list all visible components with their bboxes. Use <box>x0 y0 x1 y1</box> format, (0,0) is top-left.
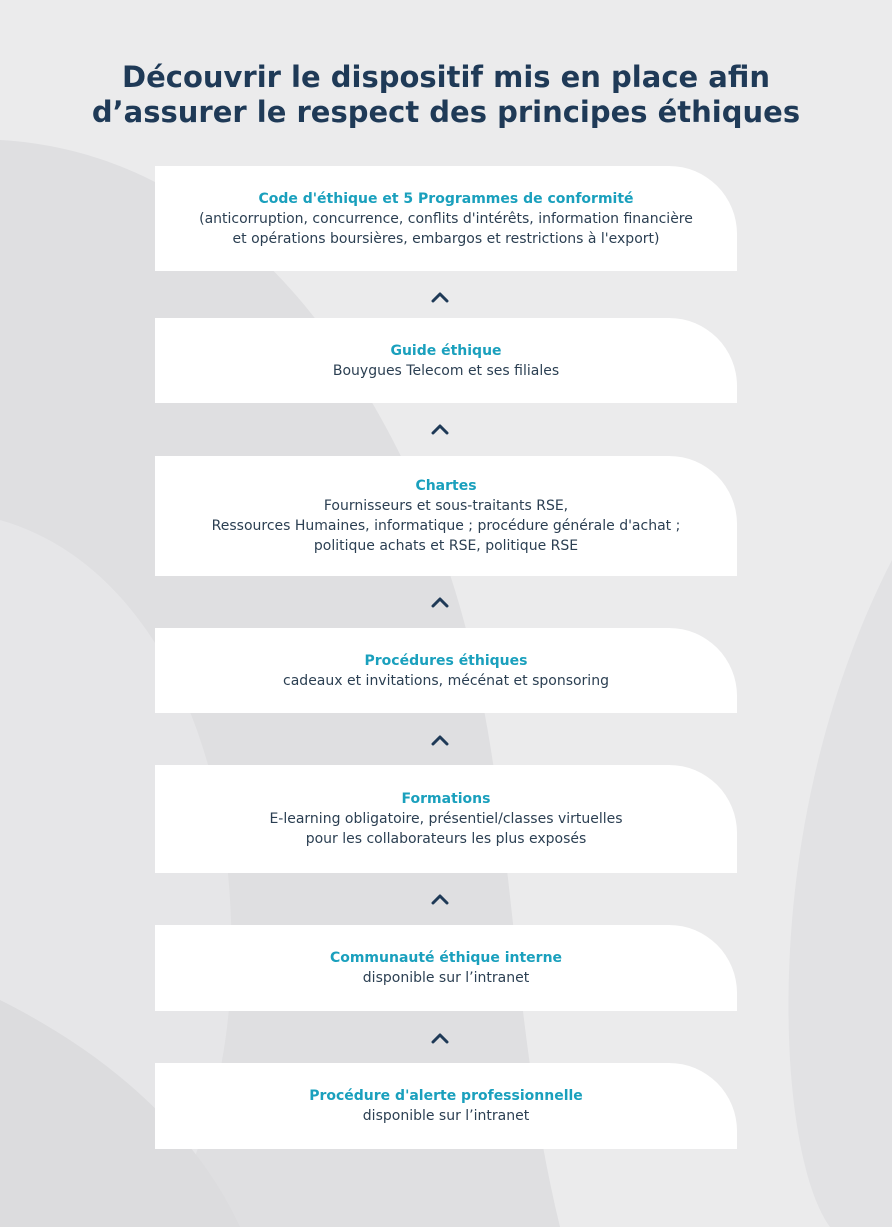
step-title: Code d'éthique et 5 Programmes de conformité <box>258 190 634 207</box>
step-title: Communauté éthique interne <box>329 950 563 966</box>
step-title: Procédure d'alerte professionnelle <box>309 1088 583 1104</box>
step-text-line: (anticorruption, concurrence, conflits d'intérêts, information financière <box>199 210 693 227</box>
step-title: Guide éthique <box>390 342 502 359</box>
chevron-up-icon <box>430 1032 450 1044</box>
step-card-guide-ethique <box>155 318 737 403</box>
chevron-up-icon <box>430 893 450 905</box>
step-card-chartes <box>155 456 737 576</box>
page-title-line-2: d’assurer le respect des principes éthiques <box>91 95 801 129</box>
step-text-line: Ressources Humaines, informatique ; procédure générale d'achat ; <box>211 518 681 534</box>
chevron-up-icon <box>430 734 450 746</box>
step-title: Formations <box>401 791 491 807</box>
step-text-line: Fournisseurs et sous-traitants RSE, <box>323 498 569 514</box>
step-text-line: disponible sur l’intranet <box>362 970 530 986</box>
step-text-line: politique achats et RSE, politique RSE <box>313 538 579 554</box>
step-card-code-ethique <box>155 166 737 271</box>
step-text-line: et opérations boursières, embargos et restrictions à l'export) <box>232 230 660 247</box>
step-title: Procédures éthiques <box>364 652 528 669</box>
chevron-up-icon <box>430 291 450 303</box>
chevron-up-icon <box>430 596 450 608</box>
step-text-line: disponible sur l’intranet <box>362 1108 530 1124</box>
step-card-procedures-ethiques <box>155 628 737 713</box>
step-text-line: pour les collaborateurs les plus exposés <box>305 831 587 847</box>
step-card-procedure-alerte <box>155 1063 737 1149</box>
step-card-communaute-ethique <box>155 925 737 1011</box>
step-text-line: cadeaux et invitations, mécénat et sponsoring <box>283 672 609 689</box>
page-title-line-1: Découvrir le dispositif mis en place afin <box>122 60 770 94</box>
chevron-up-icon <box>430 423 450 435</box>
step-text-line: Bouygues Telecom et ses filiales <box>332 362 560 379</box>
step-card-formations <box>155 765 737 873</box>
step-title: Chartes <box>415 478 477 494</box>
page-title <box>0 60 892 130</box>
step-text-line: E-learning obligatoire, présentiel/classes virtuelles <box>269 811 623 827</box>
